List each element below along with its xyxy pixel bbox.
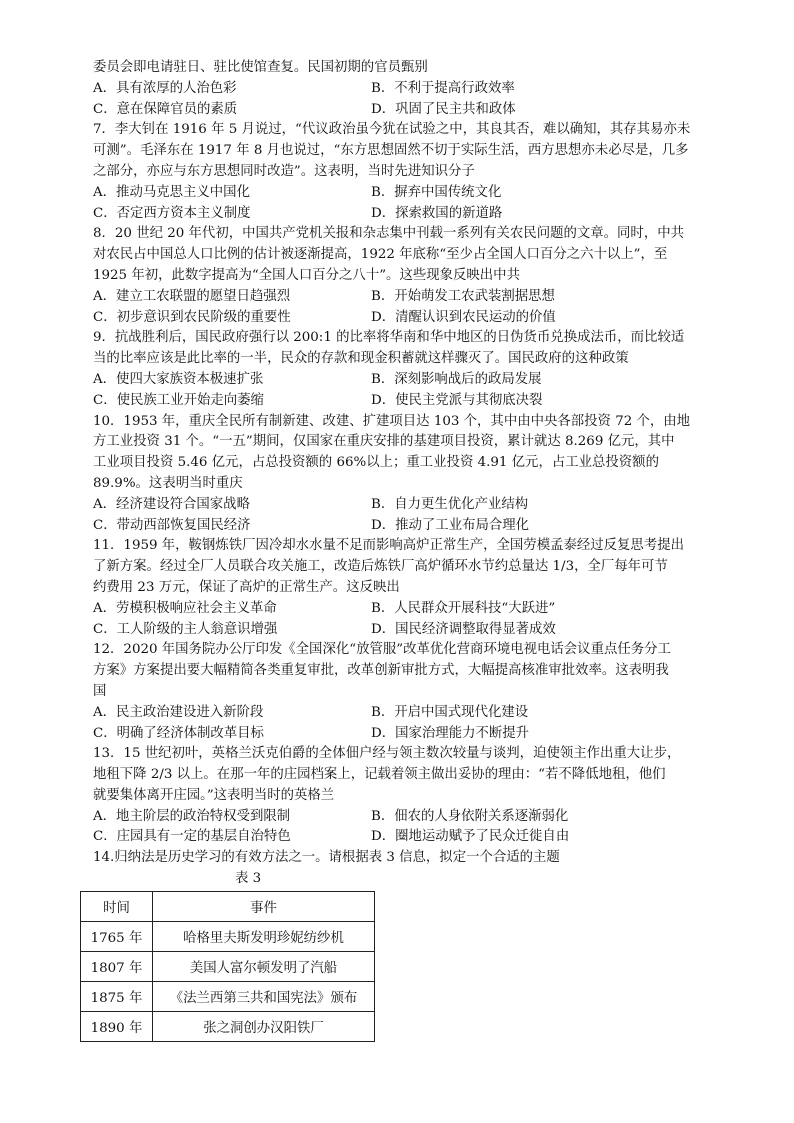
question-12 <box>93 640 713 744</box>
question-stem-line: 委员会即电请驻日、驻比使馆查复。民国初期的官员甄别 <box>93 60 428 75</box>
question-10 <box>93 412 713 537</box>
option-c: C．初步意识到农民阶级的重要性 <box>93 309 291 325</box>
option-a: A．建立工农联盟的愿望日趋强烈 <box>93 288 291 304</box>
option-row <box>93 599 713 620</box>
table-header-row <box>81 891 375 921</box>
option-c: C．否定西方资本主义制度 <box>93 205 251 221</box>
table-row <box>81 981 375 1011</box>
option-d: D．推动了工业布局合理化 <box>371 517 530 533</box>
question-11 <box>93 536 713 640</box>
option-c: C．意在保障官员的素质 <box>93 101 238 117</box>
option-b: B．摒弃中国传统文化 <box>371 184 502 200</box>
option-row <box>93 724 713 745</box>
question-stem-line: 方工业投资 31 个。“一五”期间，仅国家在重庆安排的基建项目投资，累计就达 8.269 亿元，其中 <box>93 434 675 450</box>
question-stem-line: 当的比率应该是此比率的一半，民众的存款和现金积蓄就这样骤灭了。国民政府的这种政策 <box>93 351 629 367</box>
option-row <box>93 620 713 641</box>
events-table <box>80 891 375 1042</box>
question-stem-line: 14.归纳法是历史学习的有效方法之一。请根据表 3 信息，拟定一个合适的主题 <box>93 850 560 866</box>
question-stem-line: 约费用 23 万元，保证了高炉的正常生产。这反映出 <box>93 579 400 595</box>
option-a: A．民主政治建设进入新阶段 <box>93 704 264 720</box>
option-a: A．具有浓厚的人治色彩 <box>93 80 237 96</box>
option-c: C．使民族工业开始走向萎缩 <box>93 392 264 408</box>
table-row <box>81 1011 375 1041</box>
cell-event: 张之洞创办汉阳铁厂 <box>153 1011 375 1041</box>
option-row <box>93 370 713 391</box>
option-row <box>93 100 713 121</box>
question-stem-line: 13．15 世纪初叶，英格兰沃克伯爵的全体佃户经与领主数次较量与谈判，迫使领主作出重大让步， <box>93 746 681 762</box>
option-c: C．工人阶级的主人翁意识增强 <box>93 621 278 637</box>
option-d: D．圈地运动赋予了民众迁徙自由 <box>371 829 570 845</box>
question-8 <box>93 224 713 328</box>
option-a: A．使四大家族资本极速扩张 <box>93 371 264 387</box>
table-row <box>81 951 375 981</box>
table-caption: 表 3 <box>235 871 262 887</box>
option-row <box>93 308 713 329</box>
option-row <box>93 807 713 828</box>
question-stem-line: 7．李大钊在 1916 年 5 月说过，“代议政治虽今犹在试验之中，其良其否，难以确知，其存其易亦未 <box>93 122 691 138</box>
cell-event: 美国人富尔顿发明了汽船 <box>153 951 375 981</box>
question-stem-line: 12．2020 年国务院办公厅印发《全国深化“放管服”改革优化营商环境电视电话会议重点任务分工 <box>93 642 671 658</box>
cell-event: 《法兰西第三共和国宪法》颁布 <box>153 981 375 1011</box>
option-b: B．人民群众开展科技“大跃进” <box>371 600 556 616</box>
option-d: D．清醒认识到农民运动的价值 <box>371 309 556 325</box>
question-stem-line: 1925 年初，此数字提高为“全国人口百分之八十”。这些现象反映出中共 <box>93 267 520 283</box>
cell-time: 1765 年 <box>81 921 153 951</box>
option-row <box>93 827 713 848</box>
option-row <box>93 204 713 225</box>
option-row <box>93 703 713 724</box>
column-header-time: 时间 <box>81 891 153 921</box>
cell-time: 1875 年 <box>81 981 153 1011</box>
option-b: B．自力更生优化产业结构 <box>371 496 529 512</box>
question-stem-line: 之部分，亦应与东方思想同时改造”。这表明，当时先进知识分子 <box>93 163 475 179</box>
option-d: D．使民主党派与其彻底决裂 <box>371 392 543 408</box>
question-6 <box>93 58 713 120</box>
question-stem-line: 10．1953 年，重庆全民所有制新建、改建、扩建项目达 103 个，其中由中央各部投资 72 个，由地 <box>93 413 691 429</box>
question-stem-line: 地租下降 2/3 以上。在那一年的庄园档案上，记载着领主做出妥协的理由：“若不降低地租，他们 <box>93 767 666 783</box>
option-d: D．探索救国的新道路 <box>371 205 503 221</box>
option-d: D．国民经济调整取得显著成效 <box>371 621 556 637</box>
exam-page <box>90 58 713 1042</box>
option-c: C．带动西部恢复国民经济 <box>93 517 251 533</box>
table-row <box>81 921 375 951</box>
column-header-event: 事件 <box>153 891 375 921</box>
question-stem-line: 就要集体离开庄园。”这表明当时的英格兰 <box>93 787 335 803</box>
cell-time: 1890 年 <box>81 1011 153 1041</box>
option-c: C．明确了经济体制改革目标 <box>93 725 264 741</box>
cell-event: 哈格里夫斯发明珍妮纺纱机 <box>153 921 375 951</box>
question-13 <box>93 744 713 848</box>
question-stem-line: 工业项目投资 5.46 亿元，占总投资额的 66%以上；重工业投资 4.91 亿元，占工业总投资额的 <box>93 455 659 471</box>
option-b: B．开始萌发工农武装割据思想 <box>371 288 555 304</box>
question-stem-line: 11．1959 年，鞍钢炼铁厂因冷却水水量不足而影响高炉正常生产，全国劳模孟泰经过反复思考提出 <box>93 538 684 554</box>
question-stem-line: 89.9%。这表明当时重庆 <box>93 475 243 491</box>
question-7 <box>93 120 713 224</box>
question-stem-line: 9．抗战胜利后，国民政府强行以 200:1 的比率将华南和华中地区的日伪货币兑换成法币，而比较适 <box>93 330 685 346</box>
question-stem-line: 了新方案。经过全厂人员联合攻关施工，改造后炼铁厂高炉循环水节约总量达 1/3，全厂每年可节 <box>93 559 668 575</box>
option-row <box>93 495 713 516</box>
option-b: B．深刻影响战后的政局发展 <box>371 371 542 387</box>
question-stem-line: 国 <box>93 683 107 699</box>
option-a: A．推动马克思主义中国化 <box>93 184 250 200</box>
question-stem-line: 可测”。毛泽东在 1917 年 8 月也说过，“东方思想固然不切于实际生活，西方思想亦未必尽是，几多 <box>93 143 689 159</box>
option-row <box>93 516 713 537</box>
option-b: B．佃农的人身依附关系逐渐弱化 <box>371 808 569 824</box>
option-a: A．地主阶层的政治特权受到限制 <box>93 808 291 824</box>
option-b: B．开启中国式现代化建设 <box>371 704 529 720</box>
question-stem-line: 对农民占中国总人口比例的估计被逐渐提高，1922 年底称“至少占全国人口百分之六十以上”，至 <box>93 247 668 263</box>
question-stem-line: 方案》方案提出要大幅精简各类重复审批，改革创新审批方式，大幅提高核准审批效率。这表明我 <box>93 663 669 679</box>
option-a: A．劳模积极响应社会主义革命 <box>93 600 277 616</box>
option-c: C．庄园具有一定的基层自治特色 <box>93 829 291 845</box>
option-b: B．不利于提高行政效率 <box>371 80 515 96</box>
question-stem-line: 8．20 世纪 20 年代初，中国共产党机关报和杂志集中刊载一系列有关农民问题的文章。同时，中共 <box>93 226 684 242</box>
option-row <box>93 183 713 204</box>
cell-time: 1807 年 <box>81 951 153 981</box>
option-row <box>93 391 713 412</box>
option-a: A．经济建设符合国家战略 <box>93 496 250 512</box>
question-14 <box>90 848 713 1042</box>
option-row <box>93 79 713 100</box>
option-d: D．巩固了民主共和政体 <box>371 101 516 117</box>
question-9 <box>93 328 713 411</box>
option-d: D．国家治理能力不断提升 <box>371 725 530 741</box>
option-row <box>93 287 713 308</box>
